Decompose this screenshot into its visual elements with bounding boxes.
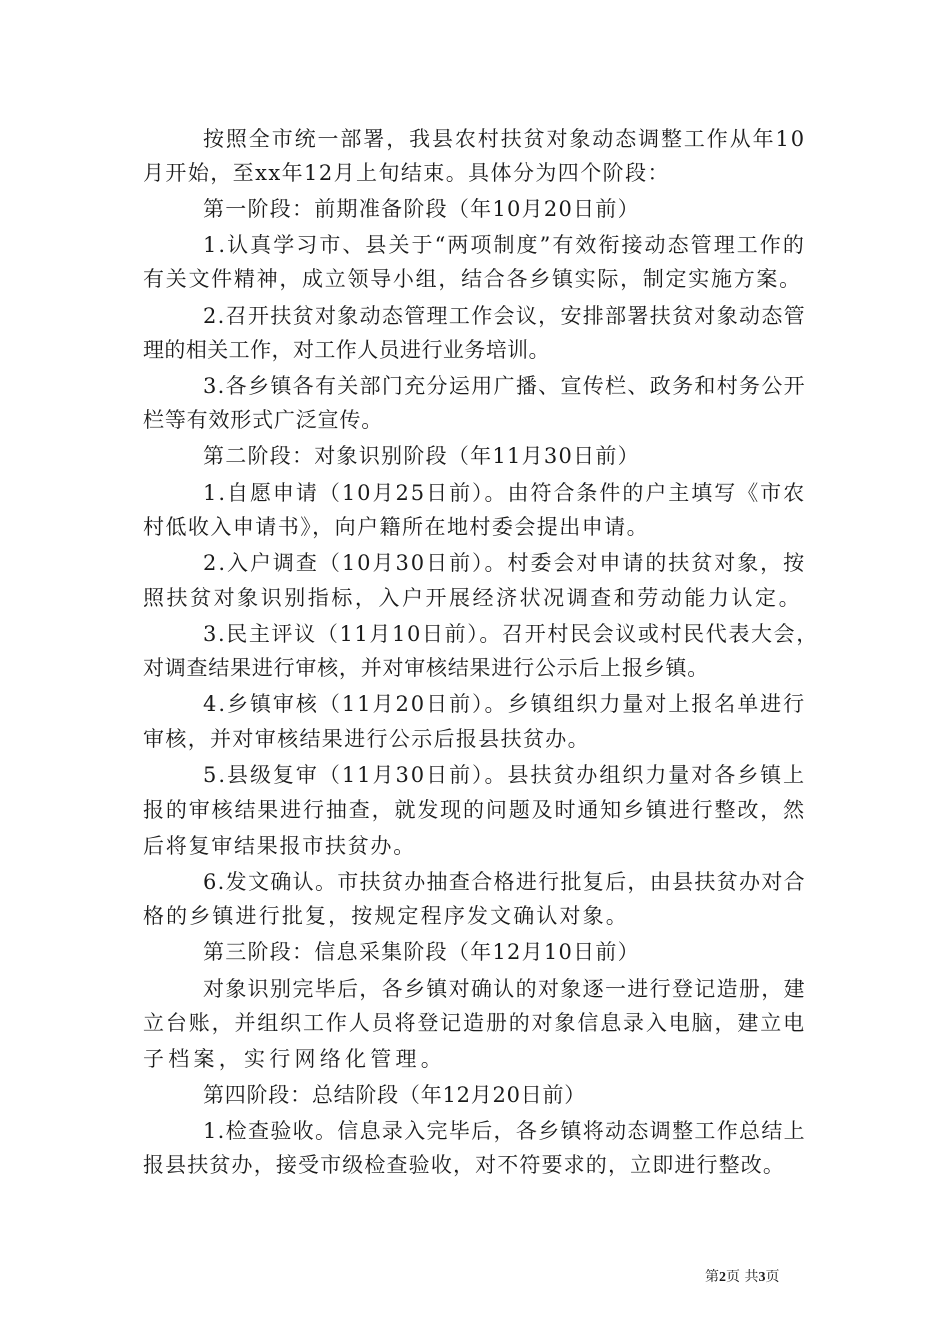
text-line: 对象识别完毕后，各乡镇对确认的对象逐一进行登记造册，建	[203, 977, 806, 1001]
text-line: 子档案，实行网络化管理。	[143, 1047, 446, 1071]
text-line: 1.检查验收。信息录入完毕后，各乡镇将动态调整工作总结上	[203, 1119, 806, 1143]
text-line: 对调查结果进行审核，并对审核结果进行公示后上报乡镇。	[143, 656, 710, 680]
text-line: 2.入户调查（10月30日前）。村委会对申请的扶贫对象，按	[203, 551, 807, 575]
text-line: 报的审核结果进行抽查，就发现的问题及时通知乡镇进行整改，然	[143, 798, 806, 822]
text-line: 第一阶段：前期准备阶段（年10月20日前）	[203, 197, 640, 221]
text-line: 立台账，并组织工作人员将登记造册的对象信息录入电脑，建立电	[143, 1011, 806, 1035]
text-line: 6.发文确认。市扶贫办抽查合格进行批复后，由县扶贫办对合	[203, 870, 806, 894]
text-line: 2.召开扶贫对象动态管理工作会议，安排部署扶贫对象动态管	[203, 304, 806, 328]
text-line: 审核，并对审核结果进行公示后报县扶贫办。	[143, 727, 590, 751]
text-line: 理的相关工作，对工作人员进行业务培训。	[143, 338, 550, 362]
text-line: 1.认真学习市、县关于“两项制度”有效衔接动态管理工作的	[203, 233, 806, 257]
page-footer	[705, 1268, 779, 1287]
text-line: 1.自愿申请（10月25日前）。由符合条件的户主填写《市农	[203, 481, 807, 505]
text-line: 第二阶段：对象识别阶段（年11月30日前）	[203, 444, 640, 468]
footer-suffix: 页	[765, 1269, 780, 1285]
text-line: 3.各乡镇各有关部门充分运用广播、宣传栏、政务和村务公开	[203, 374, 806, 398]
text-line: 格的乡镇进行批复，按规定程序发文确认对象。	[143, 904, 629, 928]
text-line: 5.县级复审（11月30日前）。县扶贫办组织力量对各乡镇上	[203, 763, 807, 787]
text-line: 第三阶段：信息采集阶段（年12月10日前）	[203, 940, 640, 964]
footer-middle: 页 共	[726, 1269, 759, 1285]
text-line: 报县扶贫办，接受市级检查验收，对不符要求的，立即进行整改。	[143, 1153, 786, 1177]
text-line: 4.乡镇审核（11月20日前）。乡镇组织力量对上报名单进行	[203, 692, 807, 716]
text-line: 栏等有效形式广泛宣传。	[143, 408, 384, 432]
footer-total-pages: 3	[758, 1270, 766, 1285]
text-line: 有关文件精神，成立领导小组，结合各乡镇实际，制定实施方案。	[143, 267, 802, 291]
footer-prefix: 第	[705, 1269, 719, 1285]
text-line: 后将复审结果报市扶贫办。	[143, 834, 416, 858]
text-line: 月开始，至xx年12月上旬结束。具体分为四个阶段：	[143, 161, 670, 185]
text-line: 按照全市统一部署，我县农村扶贫对象动态调整工作从年10	[203, 127, 807, 151]
footer-page-number: 2	[719, 1270, 726, 1285]
text-line: 照扶贫对象识别指标，入户开展经济状况调查和劳动能力认定。	[143, 586, 803, 610]
text-line: 第四阶段：总结阶段（年12月20日前）	[203, 1083, 587, 1107]
text-line: 村低收入申请书》，向户籍所在地村委会提出申请。	[143, 515, 650, 539]
text-line: 3.民主评议（11月10日前）。召开村民会议或村民代表大会，	[203, 622, 819, 646]
